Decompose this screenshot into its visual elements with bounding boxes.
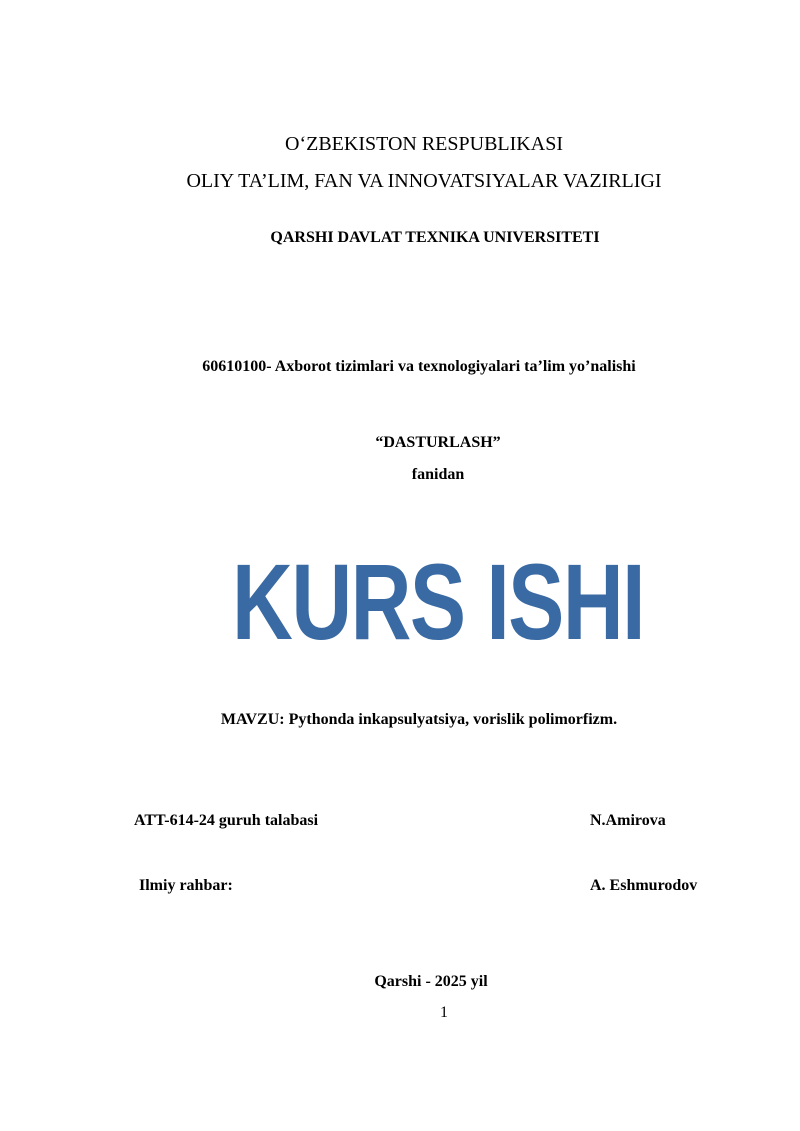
student-name: N.Amirova bbox=[590, 812, 666, 829]
advisor-label: Ilmiy rahbar: bbox=[139, 877, 233, 894]
country-heading: O‘ZBEKISTON RESPUBLIKASI bbox=[285, 133, 563, 155]
page-number: 1 bbox=[440, 1004, 448, 1021]
subject-suffix: fanidan bbox=[411, 466, 465, 483]
study-direction: 60610100- Axborot tizimlari va texnologiyalari ta’lim yo’nalishi bbox=[202, 358, 636, 375]
ministry-heading: OLIY TA’LIM, FAN VA INNOVATSIYALAR VAZIRLIGI bbox=[186, 170, 662, 192]
advisor-name: A. Eshmurodov bbox=[590, 877, 698, 894]
subject-name: “DASTURLASH” bbox=[375, 434, 501, 451]
document-title: KURS ISHI bbox=[232, 541, 644, 662]
city-year: Qarshi - 2025 yil bbox=[374, 973, 488, 990]
topic-line: MAVZU: Pythonda inkapsulyatsiya, vorislik polimorfizm. bbox=[220, 711, 618, 728]
university-heading: QARSHI DAVLAT TEXNIKA UNIVERSITETI bbox=[270, 229, 600, 246]
student-label: ATT-614-24 guruh talabasi bbox=[134, 812, 319, 829]
